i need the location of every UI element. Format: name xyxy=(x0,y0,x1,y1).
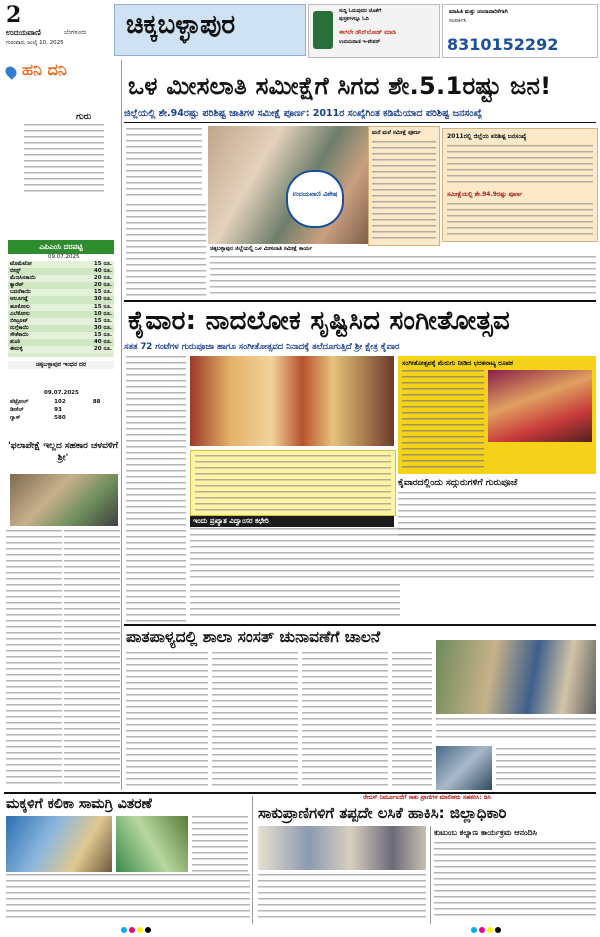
fuel-title: ಚಿಕ್ಕಬಳ್ಳಾಪುರ ಇಂಧನ ದರ xyxy=(8,361,114,369)
ad2-line-1: ಮಾಹಿತಿ ಮತ್ತು ಚಂದಾದಾರಿಕೆಗಾಗಿ xyxy=(449,9,508,15)
story6-headline: ಕುಟುಂಬ ಕಲ್ಯಾಣ ಕಾರ್ಯಕ್ರಮ ಆನಂದಿಸಿ xyxy=(434,828,537,837)
rates-date: 09.07.2025 xyxy=(48,254,80,260)
rates-title: ಎಪಿಎಂಸಿ ದರಪಟ್ಟಿ xyxy=(8,240,114,254)
story5-photo xyxy=(258,826,426,870)
rate-item: ಈರುಳ್ಳಿ xyxy=(10,346,23,353)
story2-highlight-title: ಇಂದು ಪ್ರಖ್ಯಾತ ವಿದ್ವಾಂಸರ ಕಛೇರಿ xyxy=(190,516,394,527)
lead-badge: ಉದಯವಾಣಿ ವಿಶೇಷ xyxy=(286,170,344,228)
rate-item: ಬದನೆಕಾಯಿ xyxy=(10,289,31,296)
story2-headline: ಕೈವಾರ: ನಾದಲೋಕ ಸೃಷ್ಟಿಸಿದ ಸಂಗೀತೋತ್ಸವ xyxy=(128,306,510,336)
fuel-cell-c: 88 xyxy=(92,399,101,405)
rate-row xyxy=(8,318,114,325)
story6-body xyxy=(434,842,596,918)
rate-price: 10 ರೂ. xyxy=(93,310,112,317)
story4-photo xyxy=(6,816,112,872)
story2-subheadline: ಸತತ 72 ಗಂಟೆಗಳ ಗುರುಪೂಜಾ ಹಾಗೂ ಸಂಗೀತೋತ್ಸವದ ನಿನಾದಕ್ಕೆ ತಲೆದೂಗುತ್ತಿದೆ ಶ್ರೀ ಕ್ಷೇತ್ರ ಕೈವಾರ xyxy=(124,342,400,352)
fuel-cell-a: 580 xyxy=(54,415,66,421)
rate-price: 15 ರೂ. xyxy=(93,317,112,324)
fuel-cell-a: 102 xyxy=(54,399,66,405)
column-body-2 xyxy=(64,530,120,788)
rate-item: ನುಗ್ಗೆಕಾಯಿ xyxy=(10,324,29,331)
ad1-line-2: ಪುಸ್ತಕಗಳನ್ನೂ ಓದಿ xyxy=(339,16,369,22)
rate-row xyxy=(8,282,114,289)
lead-headline: ಒಳ ಮೀಸಲಾತಿ ಸಮೀಕ್ಷೆಗೆ ಸಿಗದ ಶೇ.5.1ರಷ್ಟು ಜನ! xyxy=(128,72,552,100)
lead-subheadline: ಜಿಲ್ಲೆಯಲ್ಲಿ ಶೇ.94ರಷ್ಟು ಪರಿಶಿಷ್ಟ ಜಾತಿಗಳ ಸಮೀಕ್ಷೆ ಪೂರ್ಣ: 2011ರ ಸಂಖ್ಯೆಗಿಂತ ಕಡಿಮೆಯಾದ ಪರಿಶಿಷ್ಟ ಜನಸಂಖ್ಯೆ xyxy=(124,108,483,119)
fuel-cell-name: ಡೀಸೆಲ್ xyxy=(10,407,24,413)
story5-body xyxy=(258,874,426,918)
fuel-cell-name: ಪೆಟ್ರೋಲ್ xyxy=(10,399,29,405)
rate-price: 40 ರೂ. xyxy=(93,339,112,346)
story5-headline: ಸಾಕುಪ್ರಾಣಿಗಳಿಗೆ ತಪ್ಪದೇ ಲಸಿಕೆ ಹಾಕಿಸಿ: ಜಿಲ್ಲಾಧಿಕಾರಿ xyxy=(258,804,507,822)
rate-price: 40 ರೂ. xyxy=(93,268,112,275)
edition: ಬೆಂಗಳೂರು xyxy=(64,29,87,36)
column-photo xyxy=(10,474,118,526)
rate-row xyxy=(8,332,114,339)
rate-row xyxy=(8,289,114,296)
lead-col-1 xyxy=(126,128,202,200)
story3-photo xyxy=(436,640,596,714)
fuel-row xyxy=(8,398,114,406)
rate-item: ಸೌತೆಕಾಯಿ xyxy=(10,331,29,338)
rate-item: ಟೊಮೆಟೋ xyxy=(10,261,32,267)
rate-row xyxy=(8,311,114,318)
story3-photo-2 xyxy=(436,746,492,790)
rate-row xyxy=(8,296,114,303)
rate-item: ಬೀನ್ಸ್ xyxy=(10,268,21,275)
rate-price: 15 ರೂ. xyxy=(93,331,112,338)
ad1-line-4: ಉದಯವಾಣಿ ಇ-ಪೇಪರ್ xyxy=(339,39,381,45)
rate-row xyxy=(8,325,114,332)
brand-logo xyxy=(4,60,116,110)
story2-photo xyxy=(190,356,394,446)
fuel-table xyxy=(8,398,114,422)
guru-text xyxy=(14,124,114,196)
brand-name: ಹನಿ ದನಿ xyxy=(22,60,67,79)
paper-name: ಉದಯವಾಣಿ xyxy=(6,28,41,37)
rate-price: 30 ರೂ. xyxy=(93,324,112,331)
story3-col-3 xyxy=(302,652,388,788)
fuel-cell-b xyxy=(83,406,91,414)
rate-item: ಕ್ಯಾರೆಟ್ xyxy=(10,282,24,289)
ad2-line-2: ಸಂಪರ್ಕಿಸಿ xyxy=(449,18,467,24)
story4-headline: ಮಕ್ಕಳಿಗೆ ಕಲಿಕಾ ಸಾಮಗ್ರಿ ವಿತರಣೆ xyxy=(6,796,152,812)
dance-photo xyxy=(488,370,592,442)
story4-body xyxy=(6,874,250,918)
fuel-table-wrap xyxy=(8,398,114,434)
lead-facts-mid xyxy=(368,126,440,246)
fuel-date: 09.07.2025 xyxy=(44,390,79,396)
lead-body xyxy=(126,204,206,296)
fact-3: ಮನೆ ಮನೆ ಸಮೀಕ್ಷೆ ಪೂರ್ಣ xyxy=(372,130,421,136)
page-number: 2 xyxy=(6,2,22,28)
issue-date: ಗುರುವಾರ, ಜುಲೈ 10, 2025 xyxy=(6,40,64,46)
story3-col-2 xyxy=(212,652,298,788)
story2-body-2 xyxy=(190,528,594,582)
rate-price: 15 ರೂ. xyxy=(93,289,112,296)
rates-table-wrap xyxy=(8,261,114,357)
ad1-line-3: ಈಗಲೇ ಡೌನ್‌ಲೋಡ್ ಮಾಡಿ xyxy=(339,29,396,36)
story2-box-title: ಸಂಗೀತೋತ್ಸವಕ್ಕೆ ಮೆರುಗು ನೀಡಿದ ಭರತನಾಟ್ಯ ರೂಪಕ xyxy=(402,359,513,367)
fuel-cell-a: 93 xyxy=(54,407,62,413)
rate-row xyxy=(8,261,114,268)
story3-caption xyxy=(436,718,596,740)
ad-phone: 8310152292 xyxy=(447,35,559,54)
rate-price: 30 ರೂ. xyxy=(93,296,112,303)
rate-item: ಹೂಕೋಸು xyxy=(10,303,30,310)
fuel-row xyxy=(8,406,114,414)
story3-col-4 xyxy=(392,652,432,788)
story4-photo-2 xyxy=(116,816,188,872)
rate-row xyxy=(8,346,114,353)
column-body-1 xyxy=(6,530,62,788)
story2-col-1 xyxy=(126,356,186,626)
story2-side-title: ಕೈವಾರದಲ್ಲಿಂದು ಸದ್ಗುರುಗಳಿಗೆ ಗುರುಪೂಜೆ xyxy=(398,478,518,488)
lead-photo-caption: ಚಿಕ್ಕಬಳ್ಳಾಪುರ ಜಿಲ್ಲೆಯಲ್ಲಿ ಒಳ ಮೀಸಲಾತಿ ಸಮೀಕ್ಷೆ ಕಾರ್ಯ xyxy=(210,246,313,252)
fact-2: ಸಮೀಕ್ಷೆಯಲ್ಲಿ ಶೇ.94.9ರಷ್ಟು ಪೂರ್ಣ xyxy=(447,191,523,198)
drop-icon xyxy=(3,64,19,80)
story2-body-3 xyxy=(190,584,400,616)
rate-item: ಎಲೆಕೋಸು xyxy=(10,310,30,317)
subscription-ad[interactable] xyxy=(442,4,598,58)
lead-facts-box xyxy=(442,128,598,242)
fuel-cell-b xyxy=(83,398,91,406)
rate-price: 15 ರೂ. xyxy=(93,303,112,310)
rate-row xyxy=(8,275,114,282)
phone-graphic xyxy=(313,11,333,49)
rate-row xyxy=(8,268,114,275)
story4-side xyxy=(192,816,248,872)
rate-item: ಆಲೂಗಡ್ಡೆ xyxy=(10,296,29,303)
rate-item: ಶುಂಠಿ xyxy=(10,339,21,346)
story2-highlight-box xyxy=(190,450,396,516)
rate-price: 20 ರೂ. xyxy=(93,282,112,289)
rate-item: ಮೆಣಸಿನಕಾಯಿ xyxy=(10,275,36,282)
fuel-cell-b xyxy=(83,414,91,422)
rate-item: ಬೀಟ್ರೂಟ್ xyxy=(10,317,29,324)
story3-headline: ಪಾತಪಾಳ್ಯದಲ್ಲಿ ಶಾಲಾ ಸಂಸತ್ ಚುನಾವಣೆಗೆ ಚಾಲನೆ xyxy=(126,628,381,646)
epaper-ad[interactable] xyxy=(308,4,440,58)
fuel-row xyxy=(8,414,114,422)
guru-title: ಗುರು xyxy=(76,112,92,122)
story3-caption-2 xyxy=(496,748,596,788)
story5-kicker: ರೇಬಿಸ್ ನಿರ್ಮೂಲನೆಗೆ ಸಾಕು ಪ್ರಾಣಿಗಳ ಮಾಲೀಕರು ಸಹಕರಿಸಿ: ಡಿಸಿ xyxy=(363,794,491,801)
story2-box xyxy=(398,356,596,474)
fuel-cell-name: ಗ್ಯಾಸ್ xyxy=(10,415,21,421)
ad1-line-1: ಸುದ್ದಿ ಓದುವುದರ ಜೊತೆಗೆ xyxy=(339,8,382,14)
story3-col-1 xyxy=(126,652,208,788)
rate-price: 20 ರೂ. xyxy=(93,346,112,353)
section-title: ಚಿಕ್ಕಬಳ್ಳಾಪುರ xyxy=(126,10,236,40)
rates-table xyxy=(8,261,114,353)
lead-body-2 xyxy=(210,256,596,296)
fuel-cell-c xyxy=(91,414,114,422)
rate-row xyxy=(8,304,114,311)
rate-row xyxy=(8,339,114,346)
fact-1: 2011ರಲ್ಲಿ ಜಿಲ್ಲೆಯ ಪರಿಶಿಷ್ಟ ಜನಸಂಖ್ಯೆ xyxy=(447,133,527,140)
rate-price: 20 ರೂ. xyxy=(93,275,112,282)
rate-price: 15 ರೂ. xyxy=(93,261,112,267)
fuel-cell-c xyxy=(91,406,114,414)
column-headline: 'ಫಲಾಪೇಕ್ಷೆ ಇಲ್ಲದ ಸಹಕಾರ ಚಳವಳಿಗೆ ಶ್ರೀ' xyxy=(8,441,118,463)
